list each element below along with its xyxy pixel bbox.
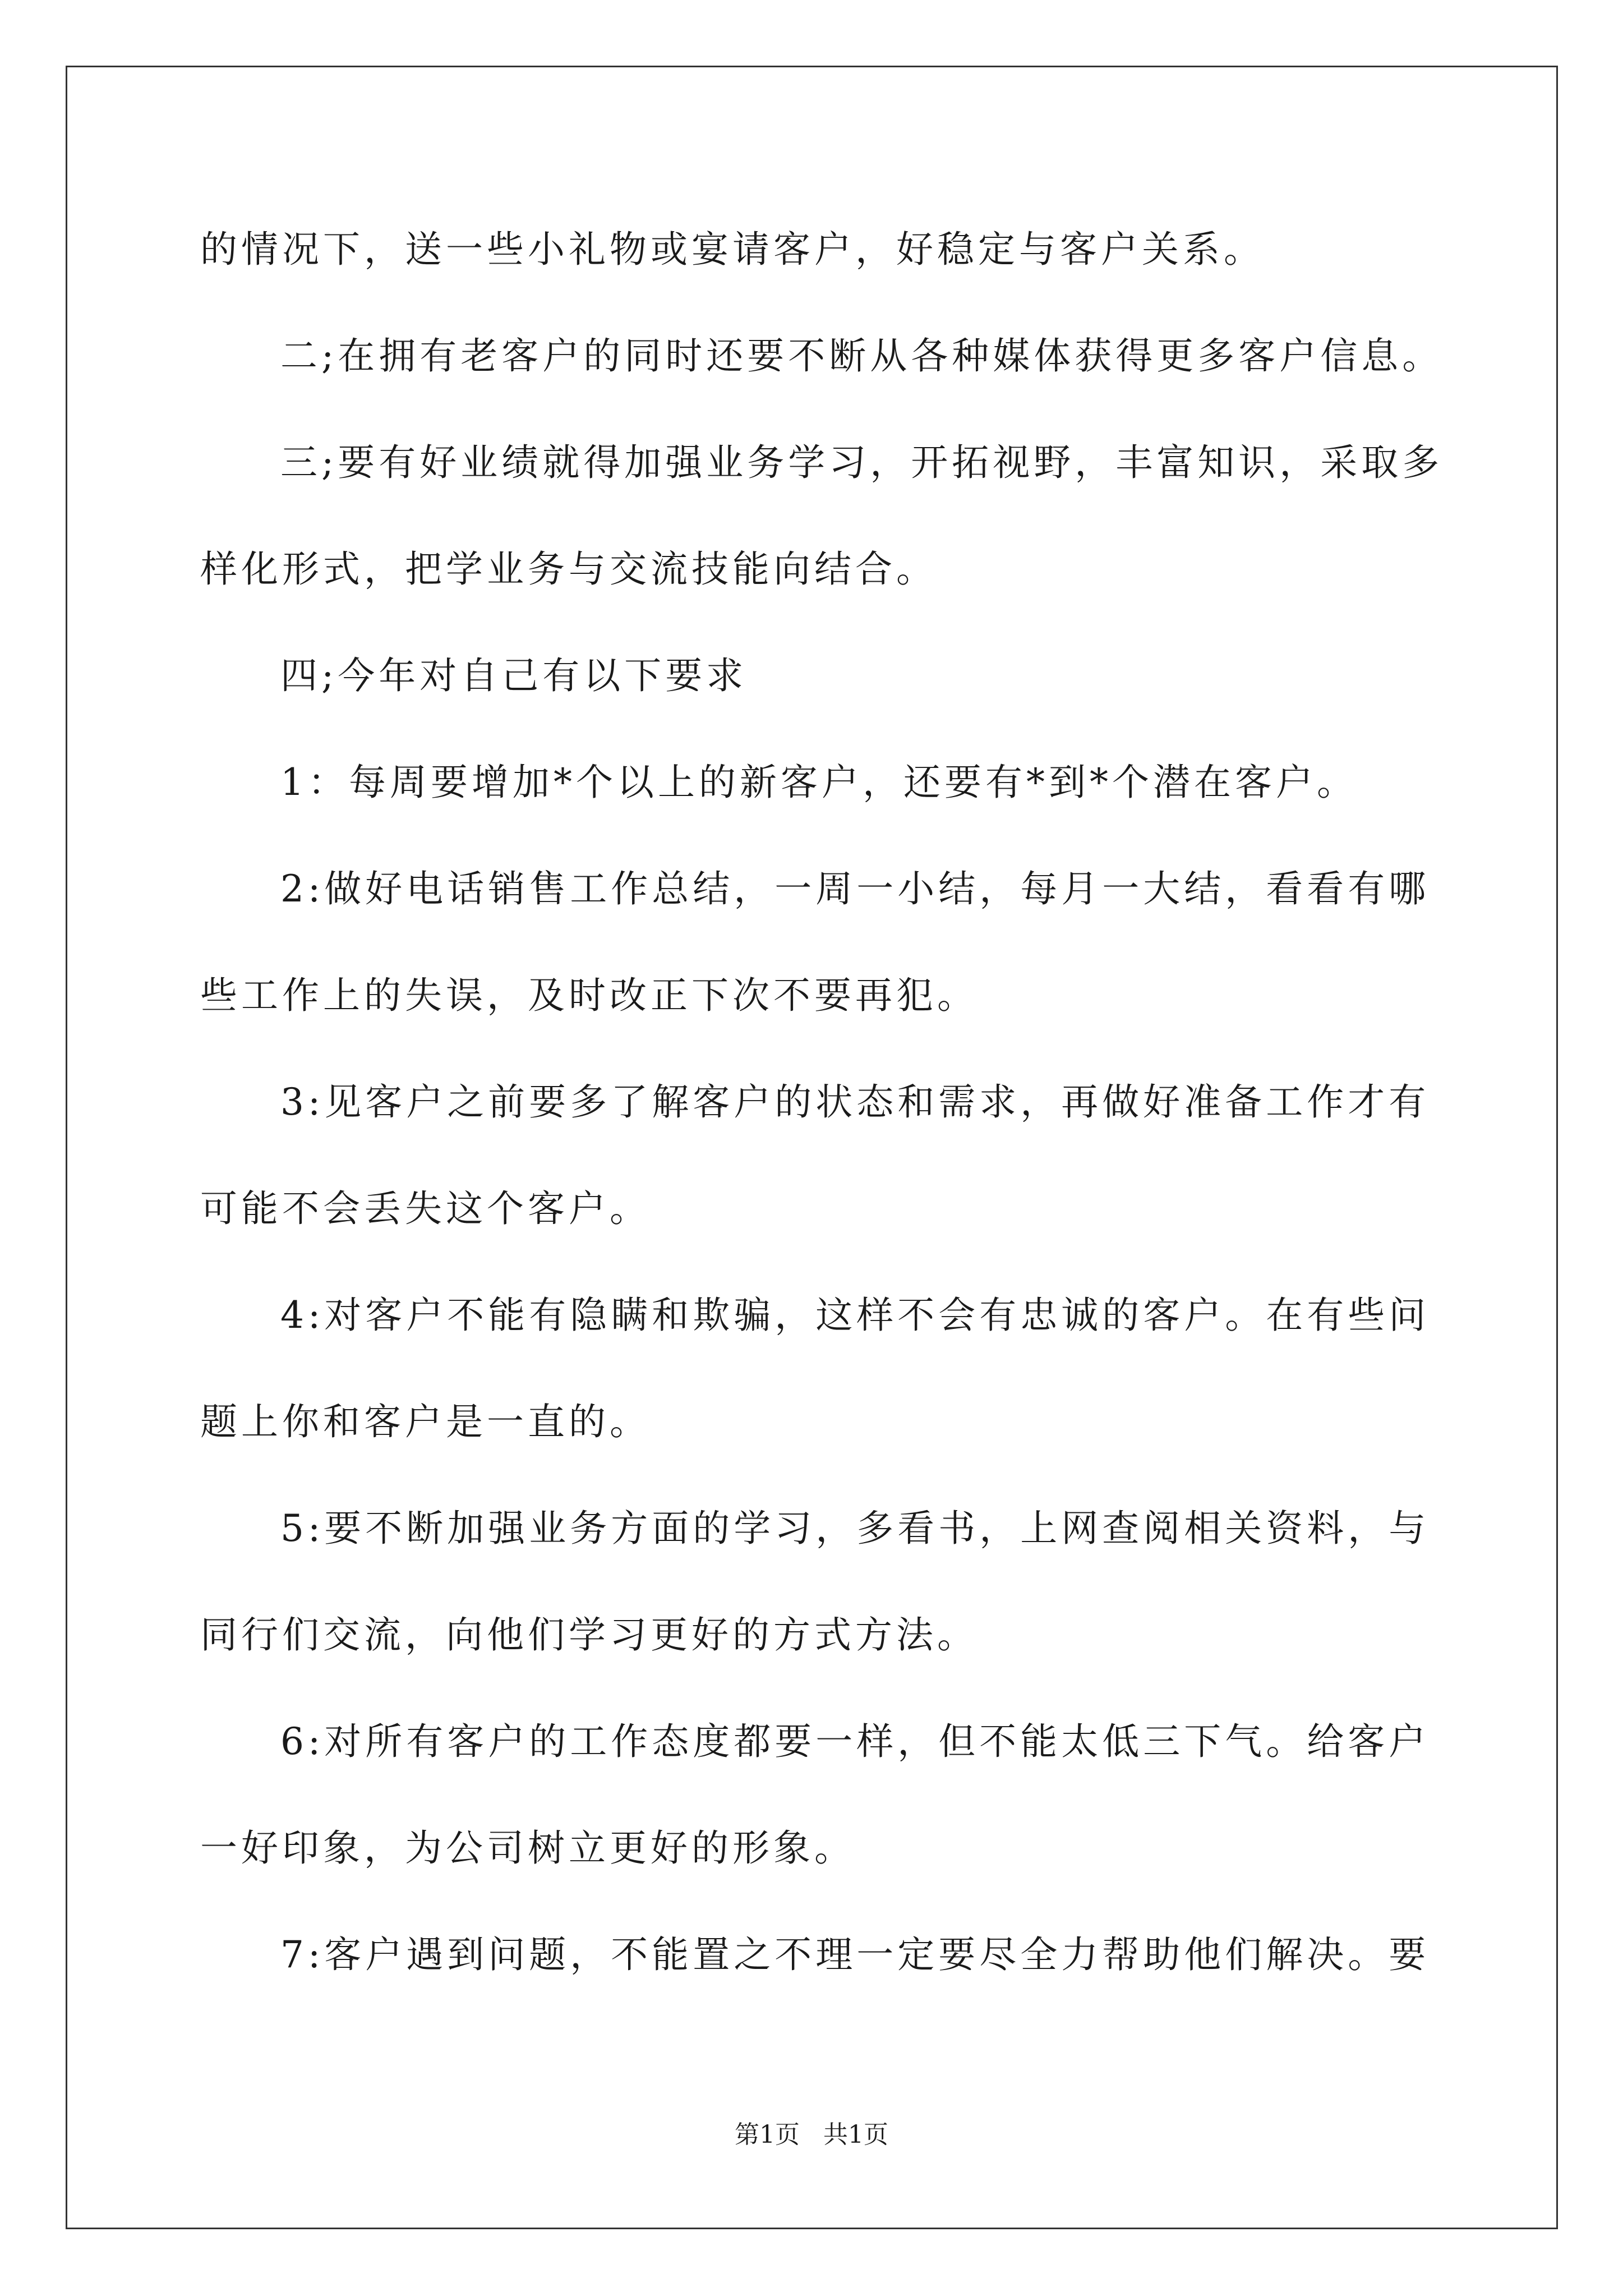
paragraph-line-16: 一好印象，为公司树立更好的形象。 [200, 1826, 855, 1870]
paragraph-line-13: 5:要不断加强业务方面的学习，多看书，上网查阅相关资料，与 [280, 1507, 1430, 1550]
paragraph-line-17: 7:客户遇到问题，不能置之不理一定要尽全力帮助他们解决。要 [280, 1933, 1430, 1976]
paragraph-line-1: 的情况下，送一些小礼物或宴请客户，好稳定与客户关系。 [200, 228, 1265, 271]
paragraph-line-11: 4:对客户不能有隐瞒和欺骗，这样不会有忠诚的客户。在有些问 [280, 1294, 1430, 1337]
page-border [66, 66, 1558, 2229]
paragraph-line-6: 1：每周要增加*个以上的新客户，还要有*到*个潜在客户。 [280, 761, 1358, 804]
paragraph-line-15: 6:对所有客户的工作态度都要一样，但不能太低三下气。给客户 [280, 1720, 1430, 1763]
paragraph-line-4: 样化形式，把学业务与交流技能向结合。 [200, 547, 937, 591]
paragraph-line-8: 些工作上的失误，及时改正下次不要再犯。 [200, 974, 978, 1017]
paragraph-line-9: 3:见客户之前要多了解客户的状态和需求，再做好准备工作才有 [280, 1080, 1430, 1124]
paragraph-line-5: 四;今年对自己有以下要求 [280, 654, 748, 697]
paragraph-line-12: 题上你和客户是一直的。 [200, 1400, 651, 1443]
paragraph-line-7: 2:做好电话销售工作总结，一周一小结，每月一大结，看看有哪 [280, 867, 1430, 910]
paragraph-line-10: 可能不会丢失这个客户。 [200, 1187, 651, 1230]
paragraph-line-14: 同行们交流，向他们学习更好的方式方法。 [200, 1613, 978, 1657]
paragraph-line-3: 三;要有好业绩就得加强业务学习，开拓视野，丰富知识，采取多 [280, 441, 1444, 484]
paragraph-line-2: 二;在拥有老客户的同时还要不断从各种媒体获得更多客户信息。 [280, 334, 1444, 378]
page-footer: 第1页 共1页 [735, 2120, 888, 2149]
